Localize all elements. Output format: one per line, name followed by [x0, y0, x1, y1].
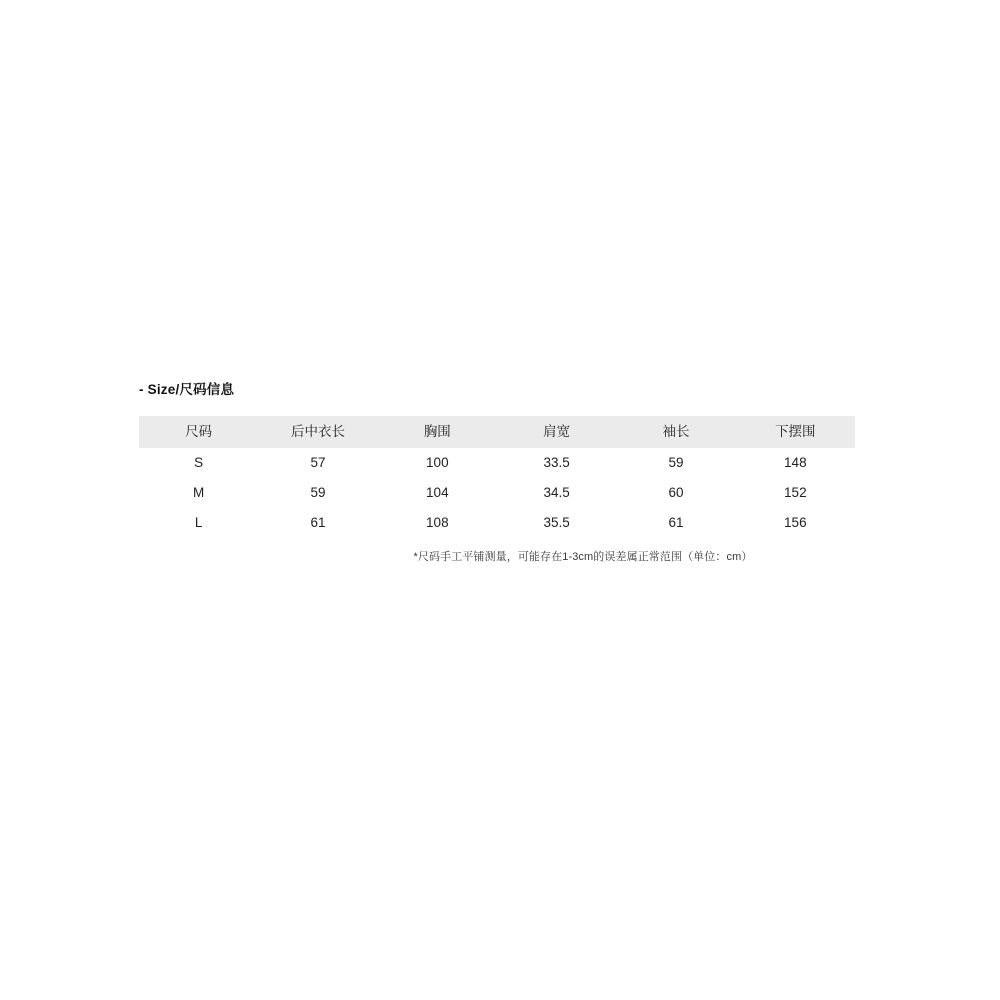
cell-shoulder: 33.5: [497, 448, 616, 478]
table-header-row: [139, 416, 855, 448]
column-header-back-length: 后中衣长: [258, 416, 377, 448]
cell-size: S: [139, 448, 258, 478]
cell-hem: 152: [736, 478, 855, 508]
size-info-block: [139, 378, 855, 564]
measurement-note-text: *尺码手工平铺测量，可能存在1-3cm的误差属正常范围（单位：cm）: [413, 551, 753, 563]
size-table: [139, 416, 855, 538]
cell-bust: 104: [378, 478, 497, 508]
section-title: - Size/尺码信息: [139, 382, 235, 397]
column-header-hem: 下摆围: [736, 416, 855, 448]
column-header-sleeve: 袖长: [616, 416, 735, 448]
cell-size: M: [139, 478, 258, 508]
table-row: [139, 508, 855, 538]
measurement-note: [139, 548, 855, 564]
column-header-size: 尺码: [139, 416, 258, 448]
size-table-head: [139, 416, 855, 448]
cell-sleeve: 61: [616, 508, 735, 538]
cell-hem: 156: [736, 508, 855, 538]
cell-back-length: 61: [258, 508, 377, 538]
cell-shoulder: 35.5: [497, 508, 616, 538]
cell-hem: 148: [736, 448, 855, 478]
cell-sleeve: 60: [616, 478, 735, 508]
column-header-bust: 胸围: [378, 416, 497, 448]
cell-sleeve: 59: [616, 448, 735, 478]
cell-shoulder: 34.5: [497, 478, 616, 508]
cell-bust: 100: [378, 448, 497, 478]
table-row: [139, 448, 855, 478]
column-header-shoulder: 肩宽: [497, 416, 616, 448]
cell-back-length: 57: [258, 448, 377, 478]
cell-bust: 108: [378, 508, 497, 538]
table-row: [139, 478, 855, 508]
size-table-body: [139, 448, 855, 538]
cell-back-length: 59: [258, 478, 377, 508]
cell-size: L: [139, 508, 258, 538]
